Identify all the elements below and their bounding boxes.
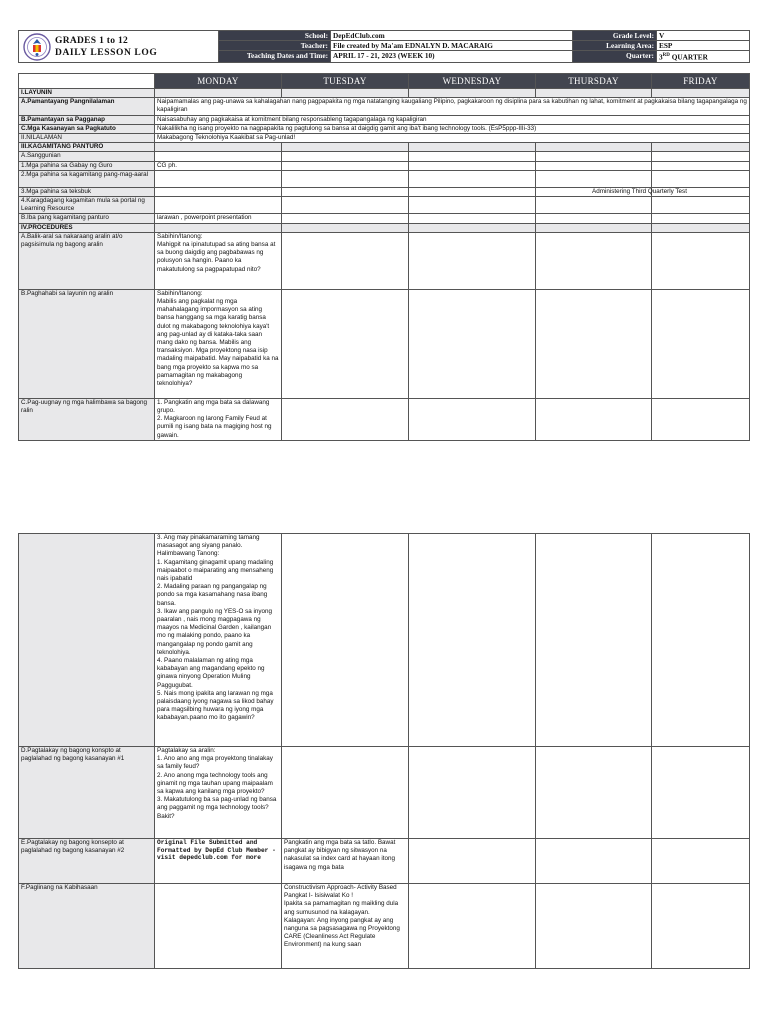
- cell-monday: [155, 89, 282, 98]
- cell-monday: [155, 839, 282, 884]
- grade-level-label: Grade Level:: [573, 31, 657, 41]
- learning-area-value: ESP: [657, 41, 750, 51]
- cell-wednesday: [409, 214, 536, 223]
- row-label: C.Mga Kasanayan sa Pagkatuto: [19, 124, 155, 133]
- quarter-value: 3RD QUARTER: [657, 51, 750, 63]
- cell-thursday: [536, 839, 652, 884]
- cell-friday: [652, 839, 750, 884]
- cell-wednesday: [409, 187, 536, 196]
- cell-wednesday: [409, 398, 536, 440]
- cell-wednesday: [409, 197, 536, 214]
- row-label: F.Paglinang na Kabihasaan: [19, 884, 155, 969]
- cell-monday: larawan , powerpoint presentation: [155, 214, 282, 223]
- cell-friday: [652, 152, 750, 161]
- row-label: B.Iba pang kagamitang panturo: [19, 214, 155, 223]
- table-row: [19, 232, 750, 289]
- cell-friday: [652, 143, 750, 152]
- teaching-dates-value: APRIL 17 - 21, 2023 (WEEK 10): [331, 51, 573, 63]
- row-label: A.Balik-aral sa nakaraang aralin at/o pagsisimula ng bagong aralin: [19, 232, 155, 289]
- row-label: A.Sanggunian: [19, 152, 155, 161]
- cell-friday: [652, 289, 750, 398]
- day-header-tuesday: TUESDAY: [282, 74, 409, 89]
- cell-wednesday: [409, 170, 536, 187]
- day-header-friday: FRIDAY: [652, 74, 750, 89]
- cell-thursday: [536, 747, 652, 839]
- table-row: [19, 89, 750, 98]
- cell-tuesday: [282, 398, 409, 440]
- cell-wednesday: [409, 232, 536, 289]
- cell-thursday: [536, 223, 652, 232]
- cell-monday: [155, 884, 282, 969]
- cell-tuesday: [282, 232, 409, 289]
- cell-tuesday: [282, 170, 409, 187]
- row-content-all-days: Makabagong Teknolohiya Kaakibat sa Pag-unlad!: [155, 134, 750, 143]
- cell-tuesday: [282, 161, 409, 170]
- table-row: [19, 289, 750, 398]
- cell-wednesday: [409, 223, 536, 232]
- form-title-line1: GRADES 1 to 12: [55, 35, 129, 46]
- row-label: 2.Mga pahina sa kagamitang pang-mag-aaral: [19, 170, 155, 187]
- cell-monday: 3. Ang may pinakamaraming tamang masasagot ang siyang panalo. Halimbawang Tanong: 1. Kagamitang ginagamit upang madaling maipaabot o maiparating ang mensaheng nais ipabatid 2. Madaling paraan ng pangangalap ng pondo sa mga kasamahang nasa ibang bansa. 3. Ikaw ang pangulo ng YES-O sa inyong paaralan , nais mong magpagawa ng maayos na Medicinal Garden , kailangan mo ng malaking pondo, paano ka mangangalap ng pondo gamit ang teknolohiya. 4. Paano malalaman ng ating mga kababayan ang magandang epekto ng ginawa ninyong Operation Muling Paggugubat. 5. Nais mong ipakita ang larawan ng mga palaisdaang iyong nagawa sa likod bahay para magsilbing huwara ng iyong mga kababayan.paano mo ito gagawin?: [155, 534, 282, 747]
- school-value: DepEdClub.com: [331, 31, 573, 41]
- row-label: E.Pagtalakay ng bagong konsepto at paglalahad ng bagong kasanayan #2: [19, 839, 155, 884]
- cell-thursday: [536, 398, 652, 440]
- deped-seal-icon: [23, 33, 51, 61]
- cell-wednesday: [409, 143, 536, 152]
- cell-thursday: [536, 152, 652, 161]
- cell-tuesday: Constructivism Approach- Activity Based Pangkat I- Isisiwalat Ko ! Ipakita sa pamamagitan ng maikling dula ang sumusunod na kalagayan. Kalagayan: Ang inyong pangkat ay ang nanguna sa pagsasagawa ng Proyektong CARE (Cleanliness Act Regulate Environment) na kung saan: [282, 884, 409, 969]
- table-row: [19, 115, 750, 124]
- cell-monday: Pagtalakay sa aralin: 1. Ano ano ang mga proyektong tinalakay sa family feud? 2. Ano anong mga technology tools ang ginamit ng mga tauhan upang maipaalam sa kapwa ang kanilang mga proyekto? 3. Makatutulong ba sa pag-unlad ng bansa ang paggamit ng mga technology tools? Bakit?: [155, 747, 282, 839]
- row-label: 4.Karagdagang kagamitan mula sa portal ng Learning Resource: [19, 197, 155, 214]
- row-label: IV.PROCEDURES: [19, 223, 155, 232]
- cell-thursday: [536, 197, 652, 214]
- cell-wednesday: [409, 747, 536, 839]
- cell-thursday: [536, 534, 652, 747]
- day-header-thursday: THURSDAY: [536, 74, 652, 89]
- cell-tuesday: [282, 534, 409, 747]
- lesson-log-table-continued: [18, 533, 750, 969]
- table-row: [19, 223, 750, 232]
- day-header-monday: MONDAY: [155, 74, 282, 89]
- cell-tuesday: [282, 89, 409, 98]
- cell-friday: [652, 89, 750, 98]
- cell-wednesday: [409, 534, 536, 747]
- cell-friday: [652, 232, 750, 289]
- table-row: [19, 747, 750, 839]
- cell-monday: [155, 197, 282, 214]
- cell-tuesday: [282, 223, 409, 232]
- cell-monday: Sabihin/Itanong: Mahigpit na ipinatutupad sa ating bansa at sa buong daigdig ang pagbabawas ng polusyon sa hangin. Paano ka makatutulong sa pagpapatupad nito?: [155, 232, 282, 289]
- lesson-log-table: [18, 73, 750, 441]
- cell-friday: [652, 398, 750, 440]
- cell-monday: 1. Pangkatin ang mga bata sa dalawang grupo. 2. Magkaroon ng larong Family Feud at pumili ng isang bata na magiging host ng gawain.: [155, 398, 282, 440]
- cell-friday: [652, 884, 750, 969]
- cell-wednesday: [409, 884, 536, 969]
- row-label: [19, 534, 155, 747]
- cell-thursday: [536, 232, 652, 289]
- table-row: [19, 124, 750, 133]
- row-label: II.NILALAMAN: [19, 134, 155, 143]
- table-row: [19, 143, 750, 152]
- grade-level-value: V: [657, 31, 750, 41]
- cell-tuesday: Pangkatin ang mga bata sa tatlo. Bawat pangkat ay bibigyan ng sitwasyon na nakasulat sa index card at hayaan itong isagawa ng mga bata: [282, 839, 409, 884]
- cell-tuesday: [282, 214, 409, 223]
- cell-friday: [652, 223, 750, 232]
- cell-monday: [155, 143, 282, 152]
- row-label: B.Paghahabi sa layunin ng aralin: [19, 289, 155, 398]
- cell-monday: [155, 187, 282, 196]
- cell-wednesday: [409, 839, 536, 884]
- cell-thursday: [536, 89, 652, 98]
- cell-wednesday: [409, 289, 536, 398]
- table-row: [19, 197, 750, 214]
- cell-monday: [155, 223, 282, 232]
- cell-thursday: [536, 884, 652, 969]
- learning-area-label: Learning Area:: [573, 41, 657, 51]
- cell-tuesday: [282, 289, 409, 398]
- cell-monday: CG ph.: [155, 161, 282, 170]
- row-label: 3.Mga pahina sa teksbuk: [19, 187, 155, 196]
- table-row: [19, 884, 750, 969]
- quarter-label: Quarter:: [573, 51, 657, 63]
- cell-tuesday: [282, 747, 409, 839]
- cell-thursday: [536, 161, 652, 170]
- cell-friday: [652, 197, 750, 214]
- row-content-all-days: Nakalilikha ng isang proyekto na nagpapakita ng pagtulong sa bansa at daigdig gamit ang iba't ibang technology tools. (EsP5ppp-IIIi-33): [155, 124, 750, 133]
- table-row: [19, 134, 750, 143]
- cell-thursday: [536, 170, 652, 187]
- school-label: School:: [219, 31, 331, 41]
- cell-thursday: [536, 289, 652, 398]
- cell-thursday: [536, 214, 652, 223]
- row-label: III.KAGAMITANG PANTURO: [19, 143, 155, 152]
- teacher-label: Teacher:: [219, 41, 331, 51]
- table-row: [19, 534, 750, 747]
- row-label: A.Pamantayang Pangnilalaman: [19, 98, 155, 115]
- cell-monday: Sabihin/Itanong: Mabilis ang pagkalat ng mga mahahalagang impormasyon sa ating bansa hanggang sa mga karatig bansa dulot ng makabagong teknolohiya kaya't ang pag-unlad ay di kataka-taka saan mang dako ng bansa. Mabilis ang transaksiyon. Mga proyektong nasa isip madaling maipabatid. May naipabatid ka na bang mga proyekto sa kapwa mo sa pamamagitan ng makabagong teknolohiya?: [155, 289, 282, 398]
- row-label: B.Pamantayan sa Pagganap: [19, 115, 155, 124]
- row-label: I.LAYUNIN: [19, 89, 155, 98]
- cell-monday: [155, 170, 282, 187]
- row-label: C.Pag-uugnay ng mga halimbawa sa bagong ralin: [19, 398, 155, 440]
- header-info-table: [218, 30, 750, 63]
- cell-thursday: [536, 143, 652, 152]
- corner-cell: [19, 74, 155, 89]
- form-title-line2: DAILY LESSON LOG: [55, 47, 158, 58]
- teaching-dates-label: Teaching Dates and Time:: [219, 51, 331, 63]
- row-content-all-days: Naipamamalas ang pag-unawa sa kahalagahan nang pagpapakita ng mga natatanging kaugaliang Pilipino, pagkakaroon ng disiplina para sa kabutihan ng lahat, komitment at pagkakaisa bilang tagapangalaga ng kapaligiran: [155, 98, 750, 115]
- table-row: [19, 214, 750, 223]
- cell-tuesday: [282, 152, 409, 161]
- table-row: [19, 98, 750, 115]
- cell-tuesday: [282, 187, 409, 196]
- cell-monday: [155, 152, 282, 161]
- cell-thursday: Administering Third Quarterly Test: [536, 187, 652, 196]
- table-row: [19, 152, 750, 161]
- header-logo-box: [18, 30, 220, 63]
- cell-tuesday: [282, 143, 409, 152]
- cell-friday: [652, 170, 750, 187]
- table-row: [19, 161, 750, 170]
- row-label: D.Pagtalakay ng bagong konspto at paglalahad ng bagong kasanayan #1: [19, 747, 155, 839]
- cell-wednesday: [409, 161, 536, 170]
- table-row: [19, 170, 750, 187]
- day-header-wednesday: WEDNESDAY: [409, 74, 536, 89]
- cell-friday: [652, 214, 750, 223]
- cell-friday: [652, 534, 750, 747]
- row-content-all-days: Naisasabuhay ang pagkakaisa at komitment bilang responsableng tagapangalaga ng kapaligiran: [155, 115, 750, 124]
- row-label: 1.Mga pahina sa Gabay ng Guro: [19, 161, 155, 170]
- cell-wednesday: [409, 89, 536, 98]
- table-row: [19, 187, 750, 196]
- cell-tuesday: [282, 197, 409, 214]
- cell-wednesday: [409, 152, 536, 161]
- teacher-value: File created by Ma'am EDNALYN D. MACARAIG: [331, 41, 573, 51]
- cell-friday: [652, 161, 750, 170]
- table-row: [19, 839, 750, 884]
- cell-friday: [652, 747, 750, 839]
- table-row: [19, 398, 750, 440]
- watermark-note: Original File Submitted and Formatted by DepEd Club Member - visit depedclub.com for more: [157, 839, 276, 862]
